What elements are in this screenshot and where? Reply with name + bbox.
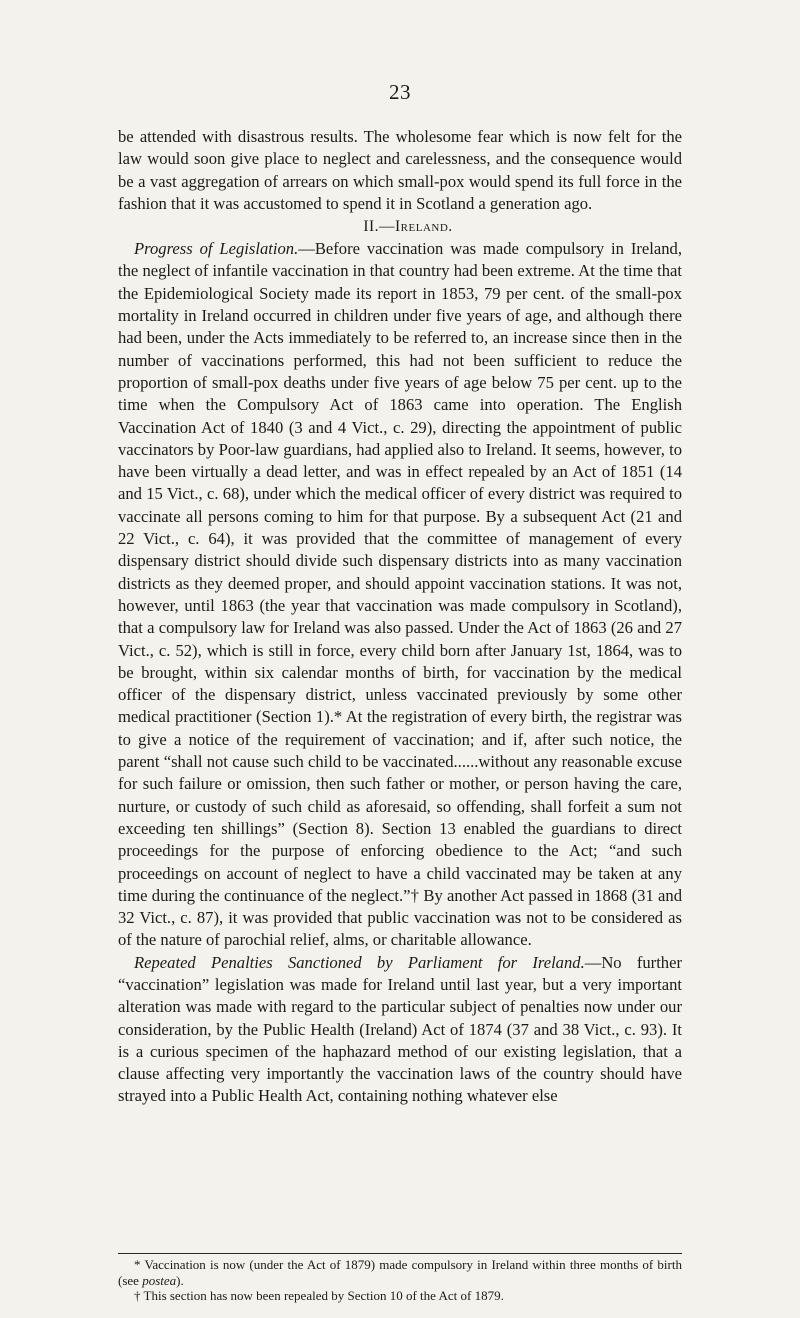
progress-sidehead: Progress of Legislation. [134, 239, 299, 259]
progress-text-c: By another Act passed in 1868 (31 and 32 Vict., c. 87), it was provided that public vaccination was not to be considered as of the nature of parochial relief, alms, or charitable allowance. [118, 885, 683, 950]
penalties-paragraph [118, 952, 682, 1108]
section-title: Ireland. [395, 218, 453, 236]
footnote-mark-star: * [333, 707, 343, 727]
progress-paragraph [118, 238, 682, 952]
footnote-1-text-a: Vaccination is now (under the Act of 1879) made compulsory in Ireland within three months of birth (see [118, 1257, 682, 1288]
section-numeral: II.— [363, 218, 396, 236]
footnote-2-mark: † [134, 1288, 141, 1303]
body-text [118, 126, 682, 1108]
footnote-1-mark: * [134, 1257, 141, 1272]
footnote-2-text: This section has now been repealed by Section 10 of the Act of 1879. [140, 1288, 504, 1303]
footnote-1 [118, 1257, 682, 1288]
penalties-sidehead: Repeated Penalties Sanctioned by Parliament for Ireland. [134, 952, 585, 972]
page-number: 23 [389, 80, 411, 104]
progress-text-a: —Before vaccination was made compulsory in Ireland, the neglect of infantile vaccination in that country had been extreme. At the time that the Epidemiological Society made its report in 1853, 79 per cent. of the small-pox mortality in Ireland occurred in children under five years of age, and although there had been, under the Acts immediately to be referred to, an increase since then in the number of vaccinations performed, this had not been sufficient to reduce the proportion of small-pox deaths under five years of age below 75 per cent. up to the time when the Compulsory Act of 1863 came into operation. The English Vaccination Act of 1840 (3 and 4 Vict., c. 29), directing the appointment of public vaccinators by Poor-law guardians, had applied also to Ireland. It seems, however, to have been virtually a dead letter, and was in effect repealed by an Act of 1851 (14 and 15 Vict., c. 68), under which the medical officer of every district was required to vaccinate all persons coming to him for that purpose. By a subsequent Act (21 and 22 Vict., c. 64), it was provided that the committee of management of every dispensary district should divide such dispensary districts into as many vaccination districts as they deemed proper, and should appoint vaccination stations. It was not, however, until 1863 (the year that vaccination was made compulsory in Scotland), that a compulsory law for Ireland was also passed. Under the Act of 1863 (26 and 27 Vict., c. 52), which is still in force, every child born after January 1st, 1864, was to be brought, within six calendar months of birth, for vaccination by the medical officer of the dispensary district, unless vaccinated previously by some other medical practitioner (Section 1). [118, 239, 682, 727]
footnote-1-text-b: ). [176, 1272, 184, 1288]
opening-paragraph: be attended with disastrous results. The wholesome fear which is now felt for the law would soon give place to neglect and carelessness, and the consequence would be a vast aggregation of arrears on which small-pox would spend its full force in the fashion that it was accustomed to spend it in Scotland a generation ago. [118, 127, 682, 213]
progress-text-b: At the registration of every birth, the registrar was to give a notice of the requirement of vaccination; and if, after such notice, the parent “shall not cause such child to be vaccinated......without any reasonable excuse for such failure or omission, then such father or mother, or person having the care, nurture, or custody of such child as aforesaid, so offending, shall forfeit a sum not exceeding ten shillings” (Section 8). Section 13 enabled the guardians to direct proceedings for the purpose of enforcing obedience to the Act; “and such proceedings on account of neglect to have a child vaccinated may be taken at any time during the continuance of the neglect.” [118, 707, 682, 905]
footnote-divider [118, 1253, 682, 1254]
footnotes [118, 1257, 682, 1304]
section-heading [118, 215, 682, 238]
footnote-2 [118, 1288, 682, 1304]
footnote-1-italic: postea [142, 1272, 177, 1288]
footnote-mark-dagger: † [410, 885, 420, 905]
penalties-text: —No further “vaccination” legislation was made for Ireland until last year, but a very important alteration was made with regard to the particular subject of penalties now under our consideration, by the Public Health (Ireland) Act of 1874 (37 and 38 Vict., c. 93). It is a curious specimen of the haphazard method of our existing legislation, that a clause affecting very importantly the vaccination laws of the country should have strayed into a Public Health Act, containing nothing whatever else [118, 952, 682, 1106]
